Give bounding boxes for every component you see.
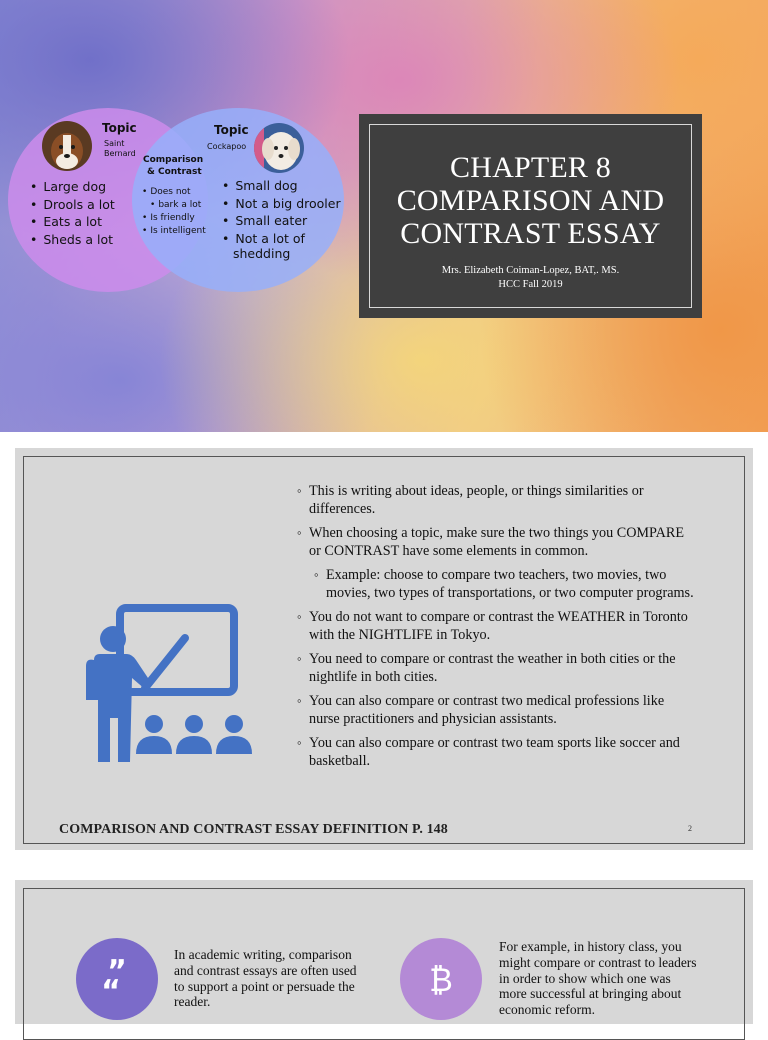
slide-subtitle	[370, 264, 691, 292]
title-frame	[369, 124, 692, 308]
slide-footer: COMPARISON AND CONTRAST ESSAY DEFINITION P. 148	[59, 822, 448, 837]
left-topic-name-line1: Saint	[104, 139, 125, 148]
svg-text:“: “	[101, 974, 121, 999]
middle-heading-line2: & Contrast	[147, 167, 202, 177]
sub-bullet-item: ◦ Example: choose to compare two teachers, two movies, two movies, two types of transportations, or two computer programs.	[314, 567, 697, 602]
list-item-continued: bark a lot	[158, 200, 202, 210]
list-item: • Not a lot of	[222, 230, 341, 248]
bullet-item: ◦ You need to compare or contrast the weather in both cities or the nightlife in both cities.	[297, 651, 697, 686]
right-topic-name: Cockapoo	[207, 142, 247, 151]
bullet-item: ◦ This is writing about ideas, people, or things similarities or differences.	[297, 483, 697, 518]
list-item: • Is friendly	[142, 212, 206, 225]
list-item: • Is intelligent	[142, 225, 206, 238]
author-name: Mrs. Elizabeth Coiman-Lopez, BAT,. MS.	[441, 265, 620, 276]
right-traits-continued: shedding	[233, 246, 291, 261]
venn-diagram	[0, 0, 350, 300]
list-item: • Does not	[142, 186, 206, 199]
title-slide	[0, 0, 768, 432]
page-number: 2	[688, 824, 692, 833]
left-topic-label: Topic	[102, 121, 137, 135]
list-item: • Eats a lot	[30, 213, 115, 231]
list-item: • Drools a lot	[30, 196, 115, 214]
middle-heading-line1: Comparison	[143, 155, 204, 165]
title-line: CONTRAST ESSAY	[400, 217, 661, 250]
definition-bullets	[297, 483, 697, 777]
svg-text:”: ”	[107, 959, 127, 989]
shared-traits-list	[142, 186, 206, 238]
right-traits-list	[222, 177, 341, 247]
title-line: COMPARISON AND	[396, 184, 665, 217]
title-box	[359, 114, 702, 318]
list-item: • Large dog	[30, 178, 115, 196]
list-item: • Small dog	[222, 177, 341, 195]
slide-title	[370, 151, 691, 250]
bullet-item: ◦ You do not want to compare or contrast the WEATHER in Toronto with the NIGHTLIFE in Tokyo.	[297, 609, 697, 644]
academic-writing-text: In academic writing, comparison and contrast essays are often used to support a point or persuade the reader.	[174, 947, 357, 1010]
teacher-presentation-icon	[80, 600, 260, 770]
bitcoin-icon	[400, 938, 482, 1020]
bullet-item: ◦ You can also compare or contrast two team sports like soccer and basketball.	[297, 735, 697, 770]
saint-bernard-photo	[42, 121, 92, 171]
history-example-text: For example, in history class, you might compare or contrast to leaders in order to show which one was more successful at bringing about economic reform.	[499, 939, 697, 1018]
bullet-item: ◦ When choosing a topic, make sure the two things you COMPARE or CONTRAST have some elements in common.	[297, 525, 697, 560]
middle-heading	[143, 154, 203, 178]
bullet-item: ◦ You can also compare or contrast two medical professions like nurse practitioners and physician assistants.	[297, 693, 697, 728]
list-item: • Not a big drooler	[222, 195, 341, 213]
left-traits-list	[30, 178, 115, 248]
svg-text:₿: ₿	[429, 961, 453, 999]
list-item: • Sheds a lot	[30, 231, 115, 249]
quote-icon	[76, 938, 158, 1020]
cockapoo-photo	[254, 123, 304, 173]
left-topic-name	[104, 139, 136, 159]
left-topic-name-line2: Bernard	[104, 149, 136, 158]
list-item: • Small eater	[222, 212, 341, 230]
right-topic-label: Topic	[214, 123, 249, 137]
list-item	[142, 199, 206, 212]
course-term: HCC Fall 2019	[498, 279, 563, 290]
title-line: CHAPTER 8	[450, 151, 611, 184]
